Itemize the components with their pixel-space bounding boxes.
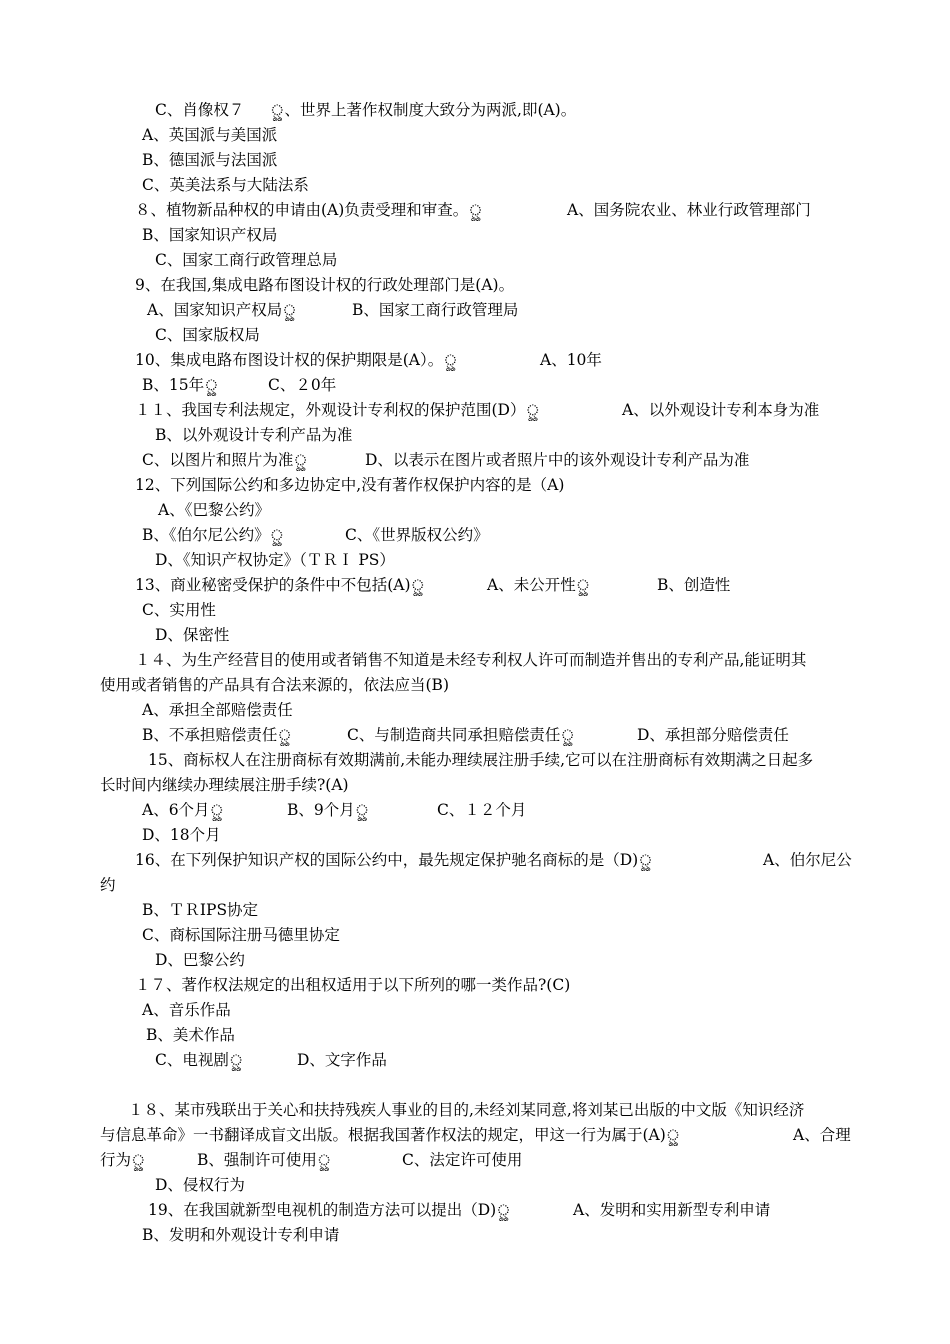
text-segment: C、电视剧ৣ xyxy=(155,1051,244,1069)
text-segment: C、以图片和照片为准ৣ xyxy=(142,451,308,469)
text-segment: 9、在我国,集成电路布图设计权的行政处理部门是(A)。 xyxy=(135,276,515,294)
text-segment: A、伯尔尼公 xyxy=(763,851,852,869)
text-segment: A、发明和实用新型专利申请 xyxy=(573,1201,771,1219)
text-segment: D、侵权行为 xyxy=(155,1176,245,1194)
text-segment: A、《巴黎公约》 xyxy=(158,501,270,519)
text-segment: A、音乐作品 xyxy=(142,1001,231,1019)
text-segment: D、巴黎公约 xyxy=(155,951,245,969)
text-segment: C、英美法系与大陆法系 xyxy=(142,176,309,194)
text-segment: C、国家工商行政管理总局 xyxy=(155,251,338,269)
text-segment: A、合理 xyxy=(793,1126,851,1144)
text-segment: C、国家版权局 xyxy=(155,326,260,344)
text-segment: C、２0年 xyxy=(268,376,337,394)
text-segment: １８、某市残联出于关心和扶持残疾人事业的目的,未经刘某同意,将刘某已出版的中文版《知识经济 xyxy=(128,1101,805,1119)
text-segment: D、文字作品 xyxy=(297,1051,387,1069)
text-segment: 19、在我国就新型电视机的制造方法可以提出（D)ৣ xyxy=(148,1201,511,1219)
text-segment: C、１２个月 xyxy=(437,801,527,819)
text-segment: C、商标国际注册马德里协定 xyxy=(142,926,340,944)
text-segment: B、以外观设计专利产品为准 xyxy=(155,426,353,444)
text-segment: C、《世界版权公约》 xyxy=(345,526,489,544)
text-segment: 使用或者销售的产品具有合法来源的，依法应当(B) xyxy=(100,676,449,694)
text-segment: D、承担部分赔偿责任 xyxy=(637,726,789,744)
text-segment: B、创造性 xyxy=(657,576,731,594)
text-segment: D、《知识产权协定》（ＴＲＩ PS） xyxy=(155,551,395,569)
text-segment: A、国家知识产权局ৣ xyxy=(147,301,297,319)
text-segment: A、6个月ৣ xyxy=(142,801,225,819)
text-segment: １４、为生产经营目的使用或者销售不知道是未经专利权人许可而制造并售出的专利产品,能证明其 xyxy=(135,651,807,669)
text-segment: １１、我国专利法规定，外观设计专利权的保护范围(D）ৣ xyxy=(135,401,540,419)
text-segment: B、15年ৣ xyxy=(142,376,219,394)
text-segment: C、与制造商共同承担赔偿责任ৣ xyxy=(347,726,575,744)
text-segment: ８、植物新品种权的申请由(A)负责受理和审查。ৣ xyxy=(135,201,483,219)
text-segment: C、实用性 xyxy=(142,601,216,619)
text-segment: A、未公开性ৣ xyxy=(487,576,591,594)
text-segment: 12、下列国际公约和多边协定中,没有著作权保护内容的是（A) xyxy=(135,476,565,494)
text-segment: B、ＴＲIPS协定 xyxy=(142,901,259,919)
text-segment: B、国家知识产权局 xyxy=(142,226,278,244)
text-segment: 16、在下列保护知识产权的国际公约中，最先规定保护驰名商标的是（D)ৣ xyxy=(135,851,653,869)
text-segment: B、强制许可使用ৣ xyxy=(197,1151,332,1169)
text-segment: D、18个月 xyxy=(142,826,221,844)
text-segment: ৣ、世界上著作权制度大致分为两派,即(A)。 xyxy=(270,101,577,119)
text-segment: B、发明和外观设计专利申请 xyxy=(142,1226,340,1244)
text-segment: C、法定许可使用 xyxy=(402,1151,523,1169)
text-segment: 行为ৣ xyxy=(100,1151,146,1169)
text-segment: A、10年 xyxy=(540,351,602,369)
text-segment: B、不承担赔偿责任ৣ xyxy=(142,726,292,744)
text-segment: 与信息革命》一书翻译成盲文出版。根据我国著作权法的规定，甲这一行为属于(A)ৣ xyxy=(100,1126,681,1144)
text-segment: 15、商标权人在注册商标有效期满前,未能办理续展注册手续,它可以在注册商标有效期满之日起多 xyxy=(148,751,814,769)
text-segment: 长时间内继续办理续展注册手续?(A) xyxy=(100,776,349,794)
text-segment: A、英国派与美国派 xyxy=(142,126,278,144)
text-segment: B、美术作品 xyxy=(146,1026,235,1044)
text-segment: 约 xyxy=(100,876,116,894)
text-segment: C、肖像权７ xyxy=(155,101,245,119)
text-segment: 13、商业秘密受保护的条件中不包括(A)ৣ xyxy=(135,576,426,594)
text-segment: D、以表示在图片或者照片中的该外观设计专利产品为准 xyxy=(365,451,750,469)
text-segment: D、保密性 xyxy=(155,626,230,644)
text-segment: A、承担全部赔偿责任 xyxy=(142,701,293,719)
text-segment: B、国家工商行政管理局 xyxy=(352,301,519,319)
text-segment: B、德国派与法国派 xyxy=(142,151,278,169)
text-segment: B、9个月ৣ xyxy=(287,801,370,819)
text-segment: １７、著作权法规定的出租权适用于以下所列的哪一类作品?(C) xyxy=(135,976,571,994)
text-segment: 10、集成电路布图设计权的保护期限是(A）。ৣ xyxy=(135,351,458,369)
text-segment: A、国务院农业、林业行政管理部门 xyxy=(567,201,811,219)
text-segment: B、《伯尔尼公约》ৣ xyxy=(142,526,285,544)
text-segment: A、以外观设计专利本身为准 xyxy=(622,401,820,419)
